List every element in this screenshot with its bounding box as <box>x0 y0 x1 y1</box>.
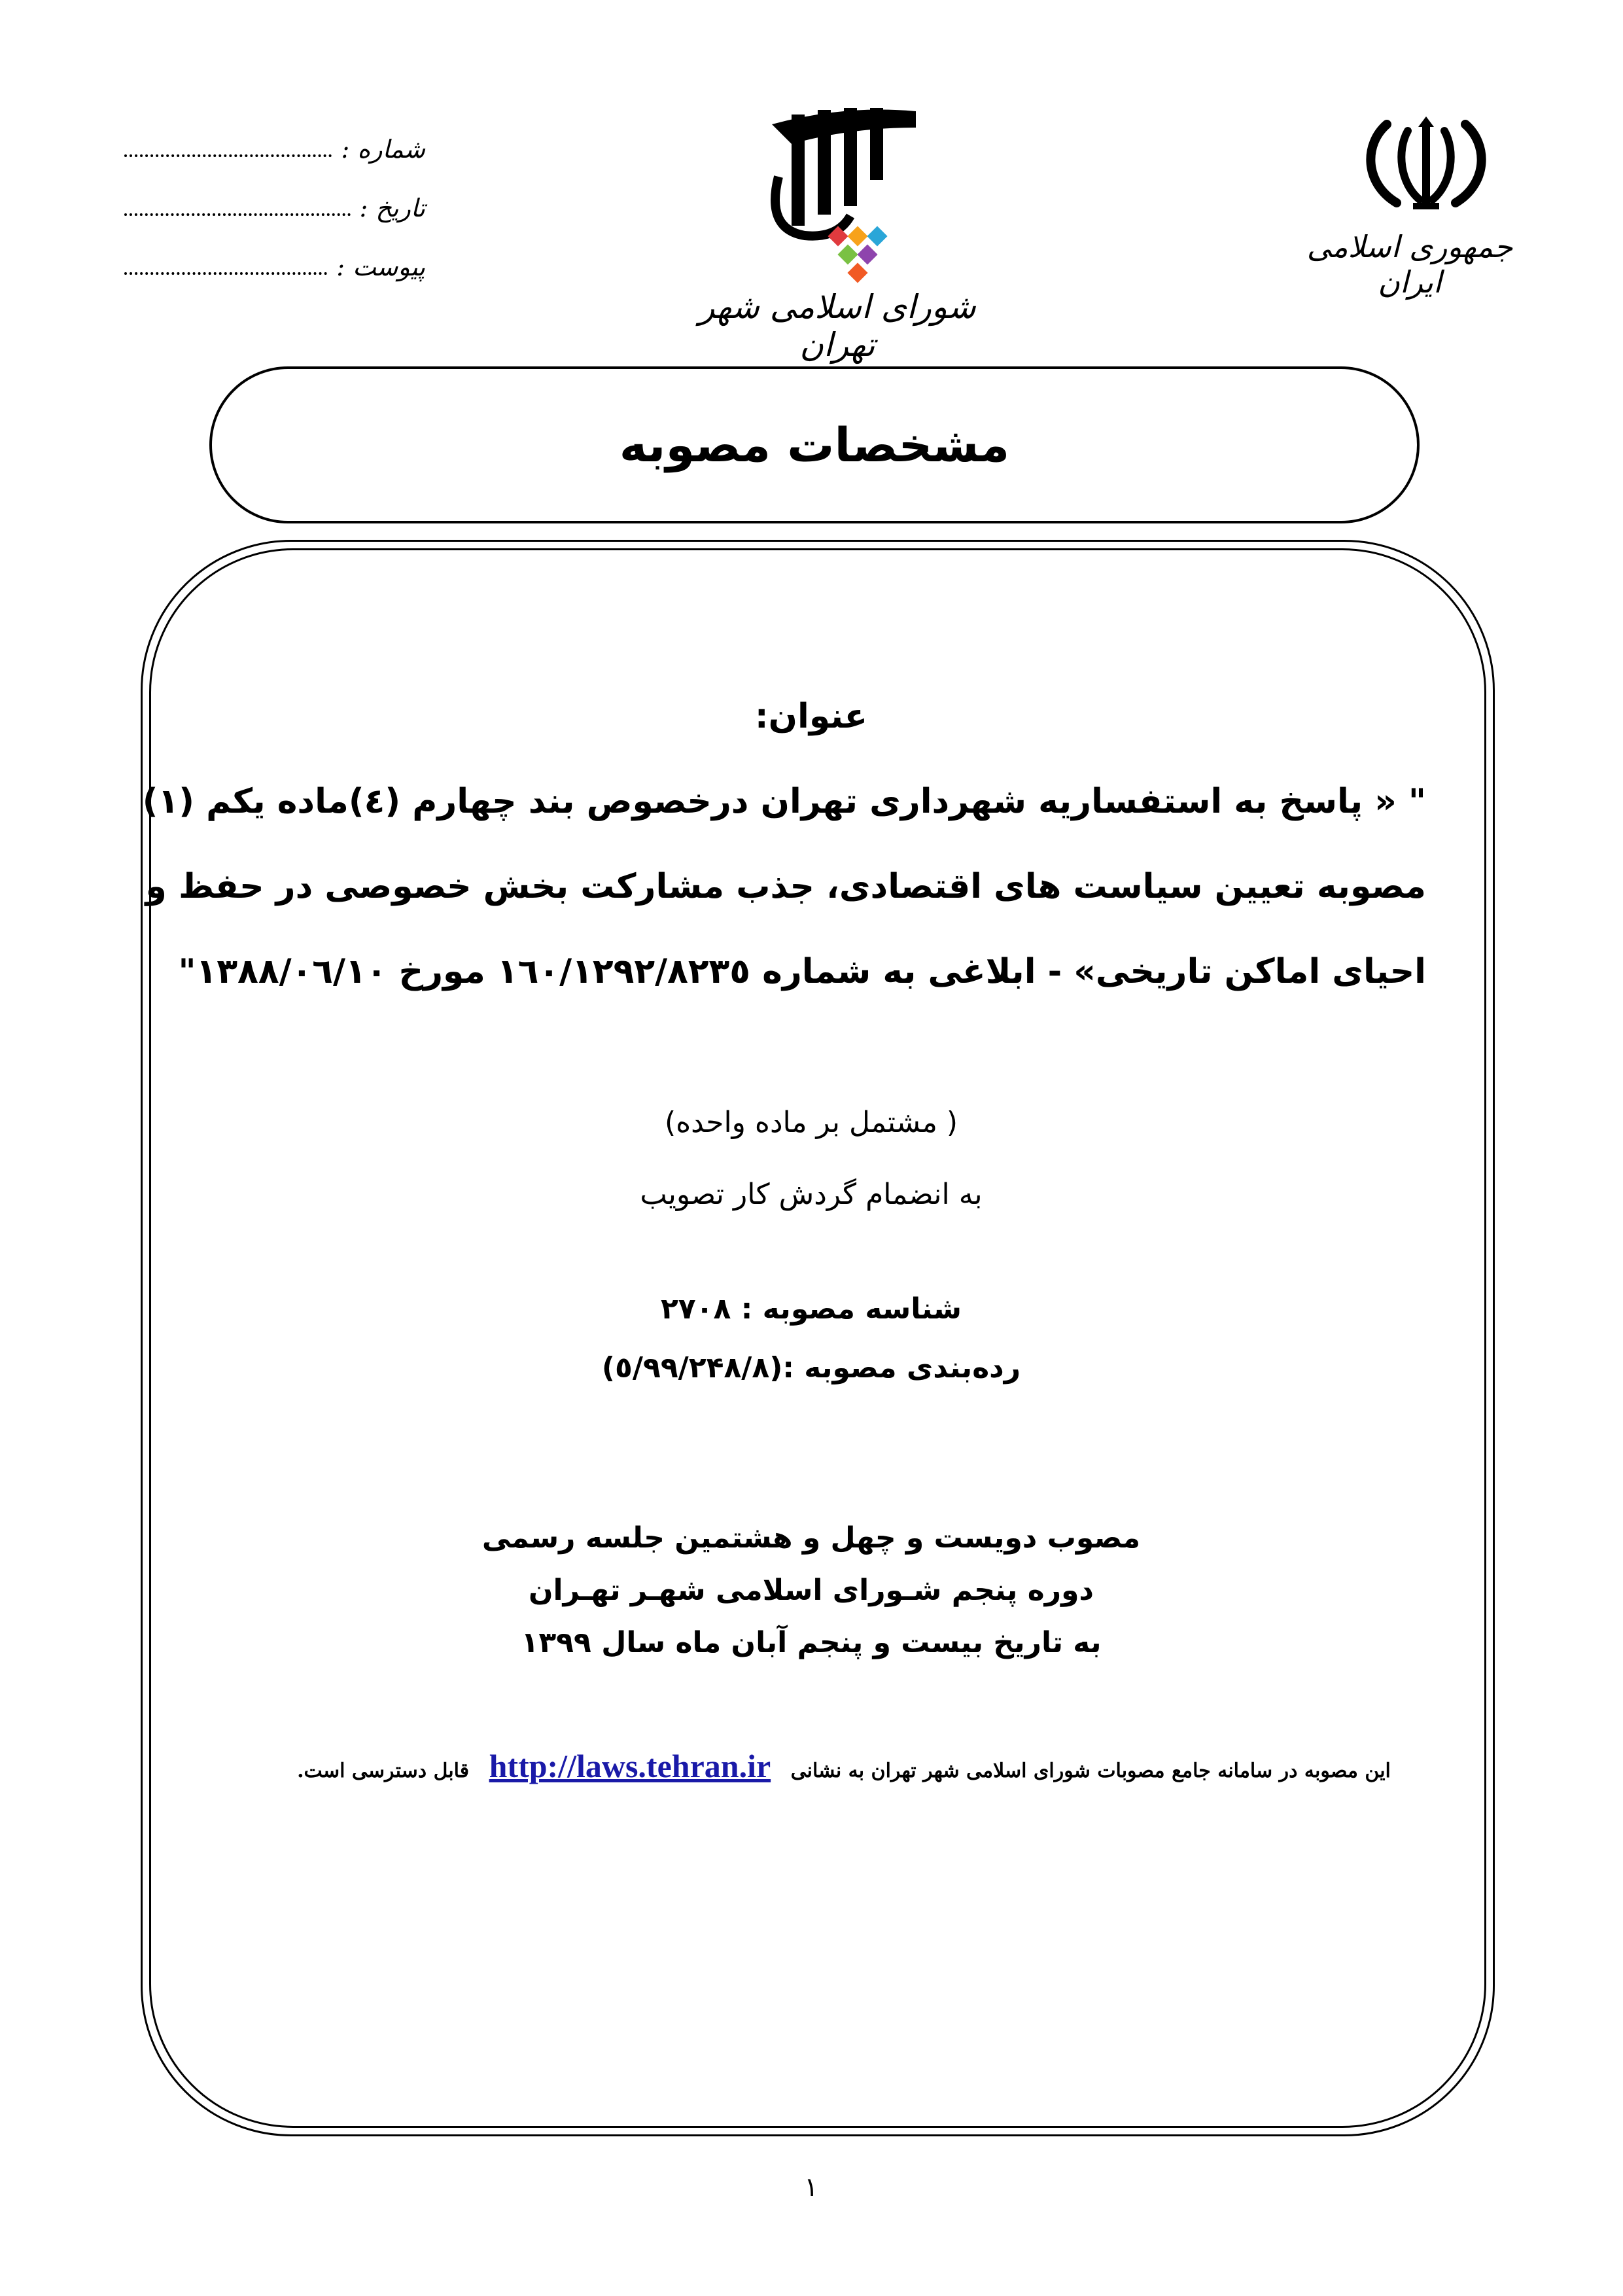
resolution-title-line-2: مصوبه تعیین سیاست های اقتصادی، جذب مشارکت بخش خصوصی در حفظ و <box>145 867 1426 906</box>
date-label: تاریخ : <box>359 194 425 222</box>
title-banner <box>209 366 1420 523</box>
tehran-council-logo-icon <box>752 98 935 294</box>
resolution-title-line-1: " « پاسخ به استفساریه شهرداری تهران درخصوص بند چهارم (٤)ماده یکم (١) <box>142 782 1426 821</box>
date-dotted-line <box>124 213 351 216</box>
approval-line-1: مصوب دویست و چهل و هشتمین جلسه رسمی <box>481 1521 1141 1555</box>
page-number: ١ <box>804 2172 818 2202</box>
approval-line-2: دوره پنجم شـورای اسلامی شهـر تهـران <box>528 1574 1094 1607</box>
approval-line-3: به تاریخ بیست و پنجم آبان ماه سال ١٣٩٩ <box>521 1626 1102 1659</box>
number-dotted-line <box>124 154 332 157</box>
iran-emblem-caption: جمهوری اسلامی ایران <box>1306 229 1513 300</box>
attachment-field <box>124 242 425 281</box>
date-field <box>124 183 425 222</box>
section-heading: عنوان: <box>754 697 868 736</box>
number-field <box>124 124 425 164</box>
portal-notice <box>275 1747 1413 1785</box>
resolution-id: شناسه مصوبه : ٢٧٠٨ <box>660 1292 962 1326</box>
attachment-dotted-line <box>124 272 327 275</box>
number-label: شماره : <box>341 135 425 164</box>
workflow-note: به انضمام گردش کار تصویب <box>640 1178 983 1211</box>
resolution-title-line-3: احیای اماکن تاریخی» - ابلاغی به شماره ١٦٠/١٢٩٢/٨٢٣٥ مورخ ١٣٨٨/٠٦/١٠" <box>178 952 1426 991</box>
council-caption: شورای اسلامی شهر تهران <box>699 288 976 364</box>
resolution-scope: ( مشتمل بر ماده واحده) <box>664 1106 958 1139</box>
resolution-classification: رده‌بندی مصوبه :(٥/٩٩/٢۴٨/٨) <box>601 1351 1021 1385</box>
attachment-label: پیوست : <box>336 253 425 281</box>
portal-suffix: قابل دسترسی است. <box>297 1759 470 1782</box>
banner-title: مشخصات مصوبه <box>619 417 1010 472</box>
portal-link[interactable]: http://laws.tehran.ir <box>489 1748 771 1784</box>
iran-emblem-icon <box>1361 111 1492 216</box>
portal-prefix: این مصوبه در سامانه جامع مصوبات شورای اسلامی شهر تهران به نشانی <box>790 1759 1391 1782</box>
